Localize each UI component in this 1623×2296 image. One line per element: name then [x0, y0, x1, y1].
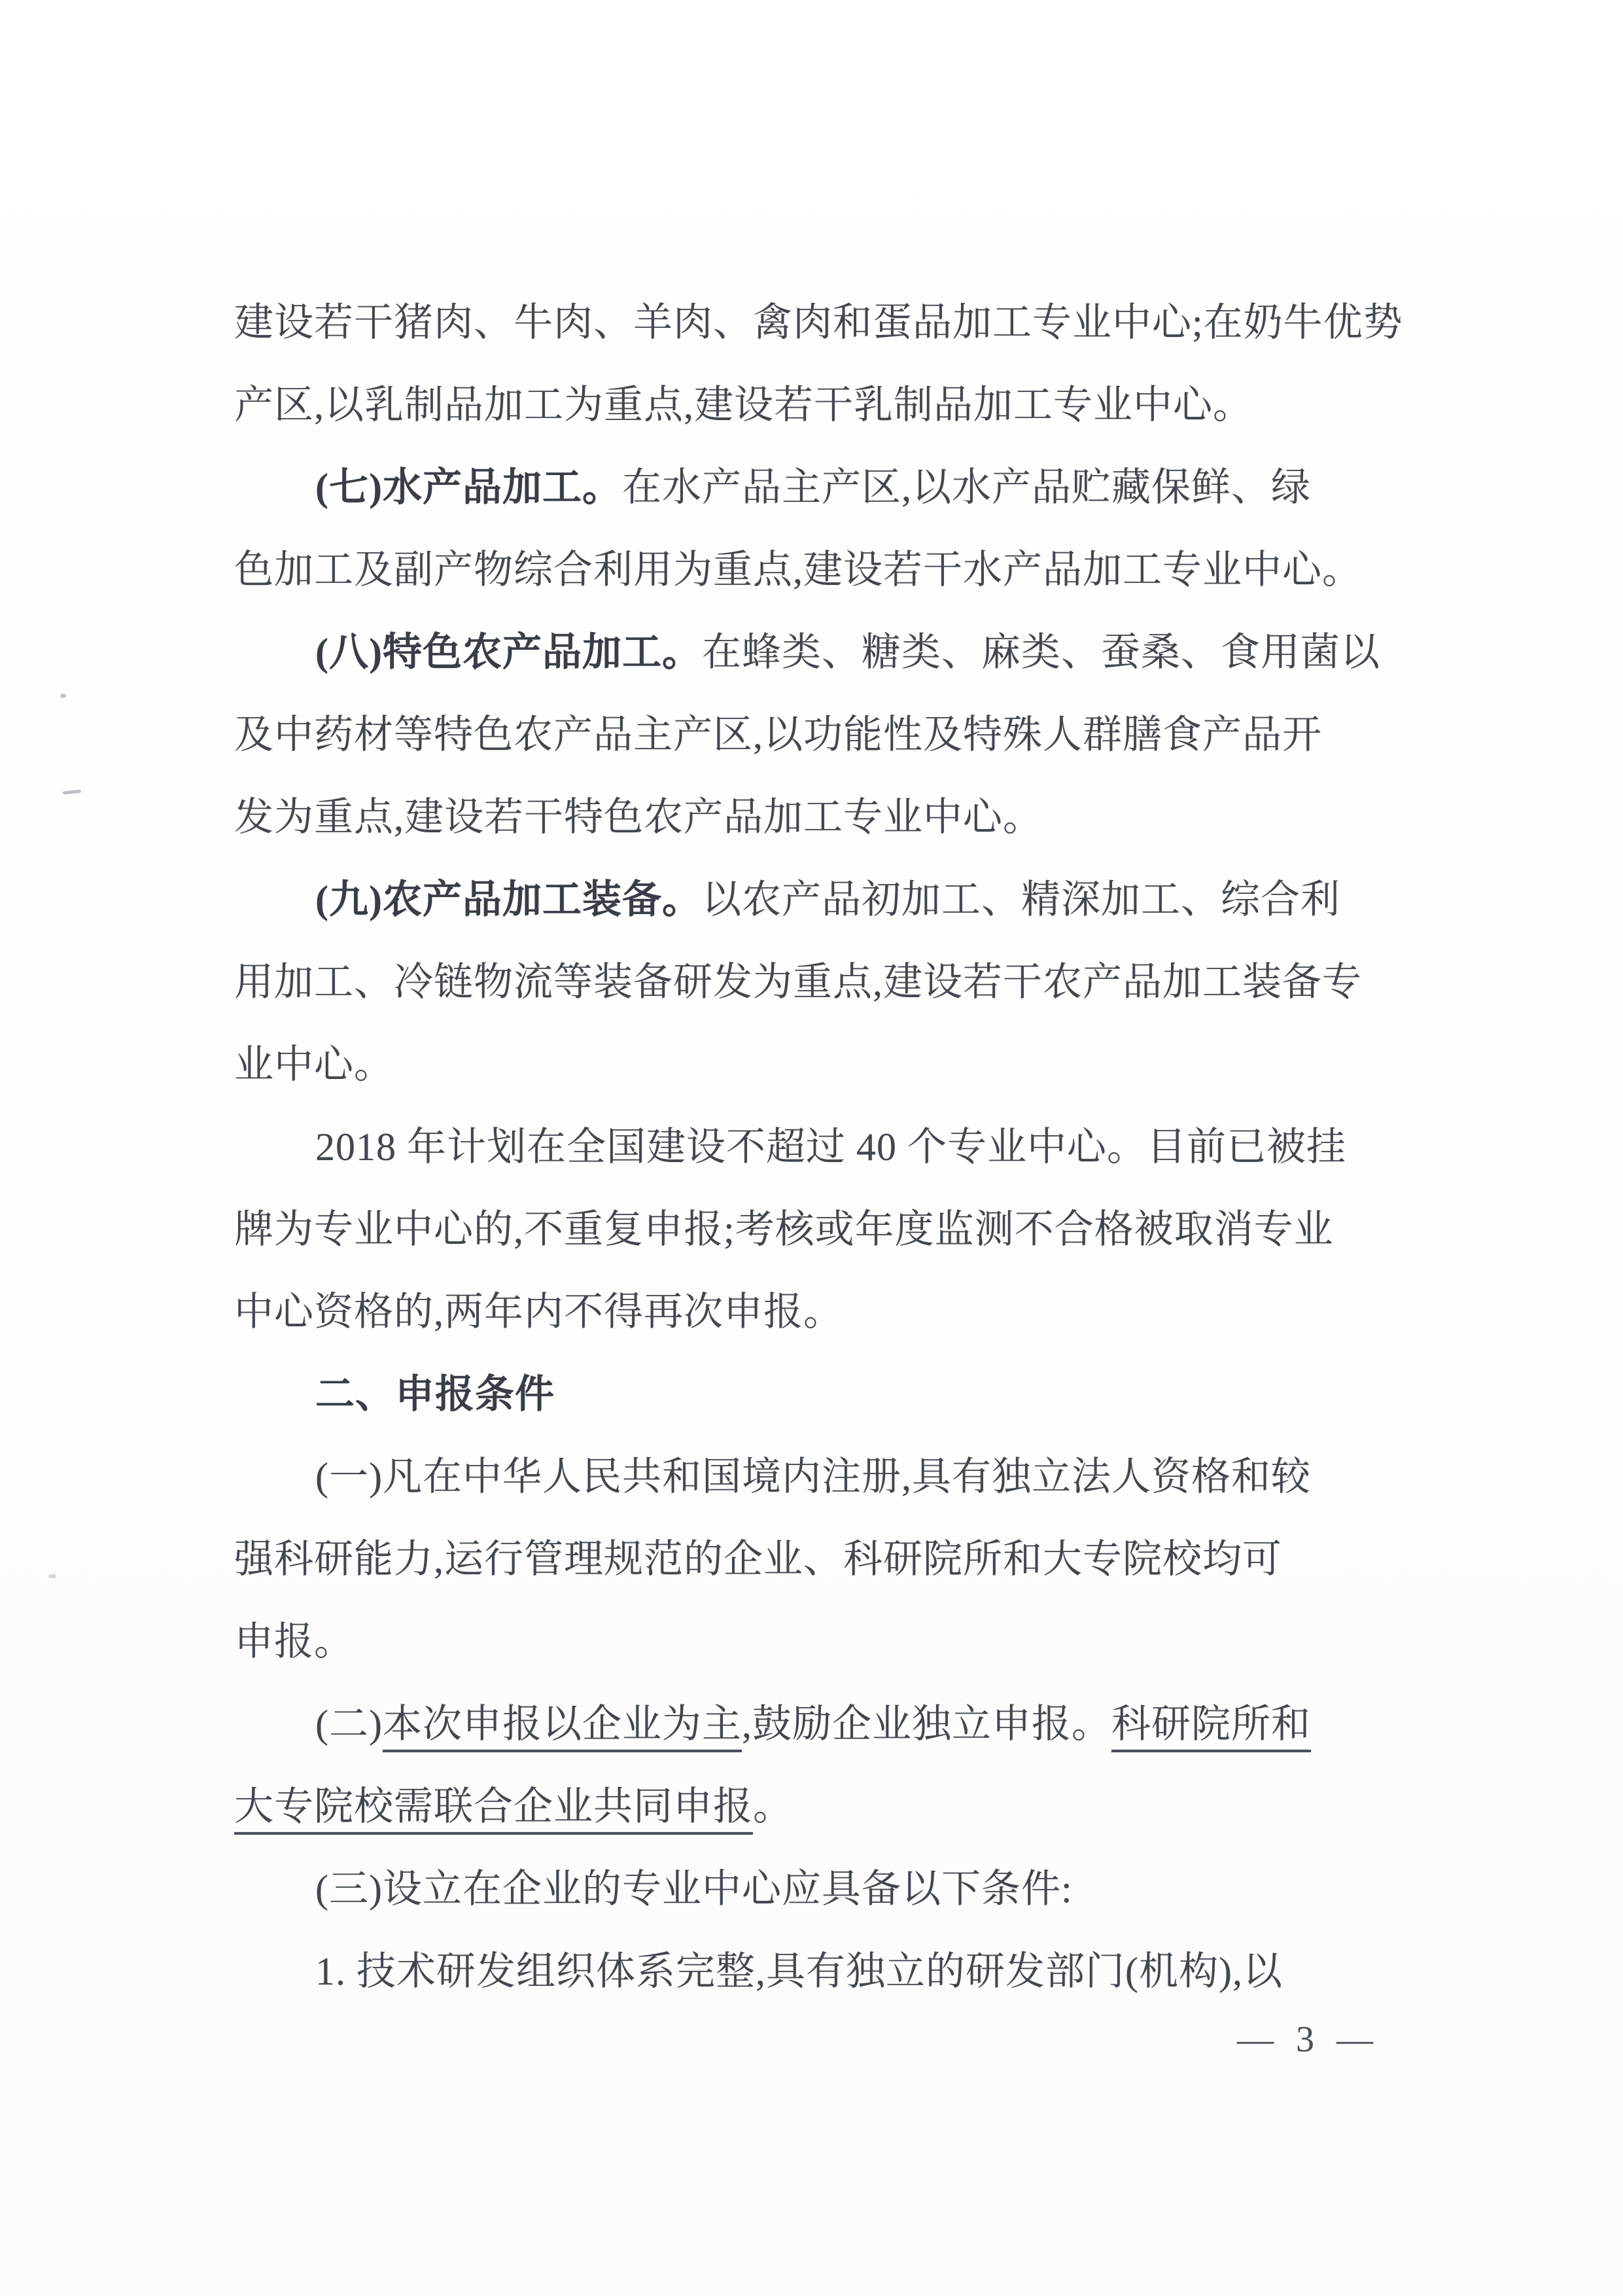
text-line-section-7	[234, 446, 1412, 529]
scan-speck	[63, 790, 81, 795]
text-line-section-8	[234, 611, 1412, 694]
text-line	[234, 1023, 1412, 1106]
text-run: 1. 技术研发组织体系完整,具有独立的研发部门(机构),以	[315, 1950, 1283, 1993]
text-line-item-2	[234, 1683, 1412, 1765]
text-line	[234, 529, 1412, 611]
text-run: 发为重点,建设若干特色农产品加工专业中心。	[234, 796, 1043, 839]
scan-speck	[48, 1574, 56, 1578]
text-line-section-9	[234, 858, 1412, 941]
page-number: — 3 —	[1237, 2019, 1380, 2060]
text-run: 牌为专业中心的,不重复申报;考核或年度监测不合格被取消专业	[234, 1208, 1334, 1251]
text-run: (二)	[315, 1703, 383, 1746]
chapter-heading-run: 二、申报条件	[315, 1373, 555, 1416]
text-run: 用加工、冷链物流等装备研发为重点,建设若干农产品加工装备专	[234, 961, 1362, 1004]
underlined-text-run: 科研院所和	[1111, 1703, 1311, 1746]
text-line-item-1	[234, 1436, 1412, 1518]
section-heading-run: (八)特色农产品加工。	[315, 631, 702, 674]
text-line	[234, 281, 1412, 364]
text-line	[234, 776, 1412, 858]
text-line	[234, 1106, 1412, 1188]
text-line	[234, 941, 1412, 1023]
text-run: 及中药材等特色农产品主产区,以功能性及特殊人群膳食产品开	[234, 713, 1322, 756]
text-run: 在蜂类、糖类、麻类、蚕桑、食用菌以	[701, 631, 1380, 674]
text-run: 申报。	[234, 1620, 354, 1663]
text-run: 色加工及副产物综合利用为重点,建设若干水产品加工专业中心。	[234, 548, 1362, 592]
text-run: 建设若干猪肉、牛肉、羊肉、禽肉和蛋品加工专业中心;在奶牛优势	[234, 301, 1403, 344]
text-run: 产区,以乳制品加工为重点,建设若干乳制品加工专业中心。	[234, 383, 1253, 427]
document-body	[234, 281, 1412, 2013]
text-line-item-3	[234, 1848, 1412, 1930]
text-line	[234, 1600, 1412, 1683]
text-run: 中心资格的,两年内不得再次申报。	[234, 1290, 843, 1333]
text-run: 。	[753, 1785, 793, 1828]
chapter-heading-line	[234, 1353, 1412, 1436]
section-heading-run: (七)水产品加工。	[315, 466, 622, 509]
text-line	[234, 1765, 1412, 1848]
text-run: (三)设立在企业的专业中心应具备以下条件:	[315, 1867, 1073, 1911]
text-line	[234, 1188, 1412, 1271]
text-line	[234, 1518, 1412, 1600]
underlined-text-run: 本次申报以企业为主	[382, 1703, 742, 1746]
text-run: 业中心。	[234, 1043, 394, 1086]
text-run: 2018 年计划在全国建设不超过 40 个专业中心。目前已被挂	[315, 1125, 1346, 1169]
text-line	[234, 364, 1412, 446]
text-line	[234, 1271, 1412, 1353]
text-run: (一)凡在中华人民共和国境内注册,具有独立法人资格和较	[315, 1455, 1311, 1498]
text-run: 以农产品初加工、精深加工、综合利	[701, 878, 1340, 921]
text-run: ,鼓励企业独立申报。	[741, 1703, 1111, 1746]
text-run: 在水产品主产区,以水产品贮藏保鲜、绿	[621, 466, 1311, 509]
scan-speck	[60, 694, 66, 698]
text-run: 强科研能力,运行管理规范的企业、科研院所和大专院校均可	[234, 1538, 1282, 1581]
text-line-subitem-1	[234, 1930, 1412, 2013]
section-heading-run: (九)农产品加工装备。	[315, 878, 702, 921]
underlined-text-run: 大专院校需联合企业共同申报	[234, 1785, 753, 1828]
text-line	[234, 694, 1412, 776]
